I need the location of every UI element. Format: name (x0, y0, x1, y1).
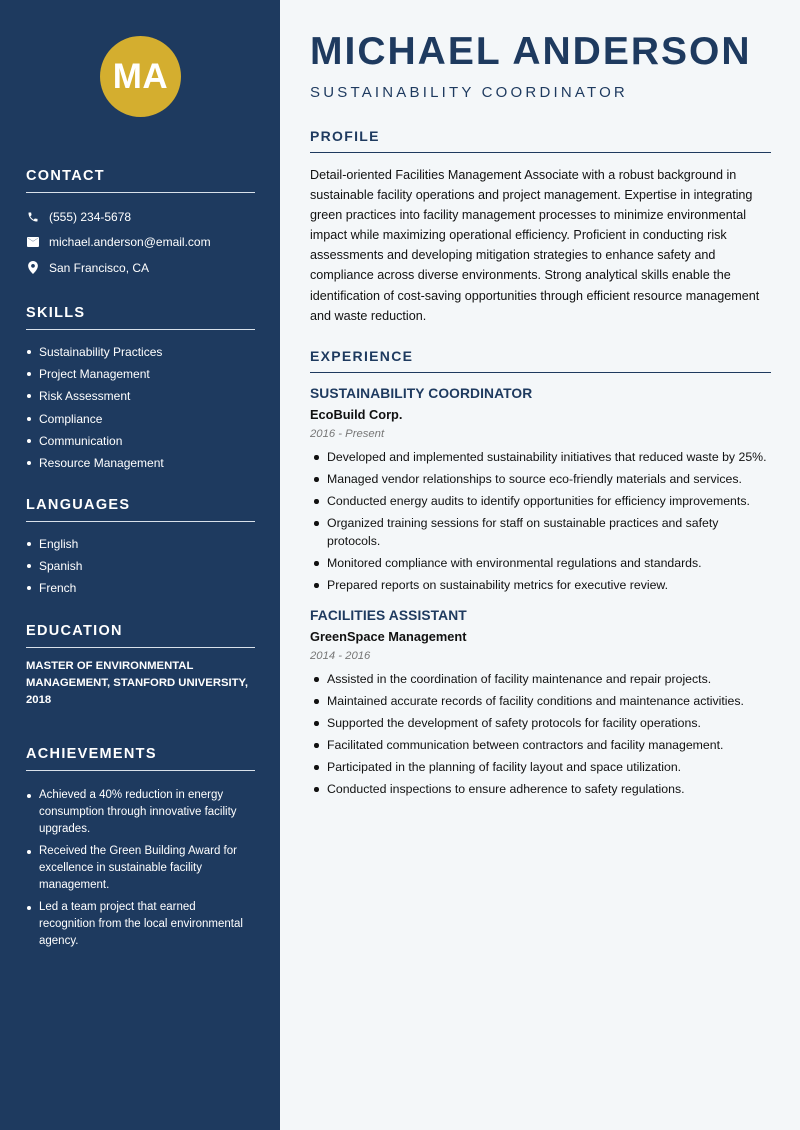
job-bullet: Developed and implemented sustainability initiatives that reduced waste by 25%. (310, 448, 771, 466)
email-text: michael.anderson@email.com (49, 235, 211, 250)
education-heading: EDUCATION (26, 623, 255, 648)
job-bullet: Supported the development of safety protocols for facility operations. (310, 714, 771, 732)
languages-heading: LANGUAGES (26, 497, 255, 522)
achievements-heading: ACHIEVEMENTS (26, 746, 255, 771)
job-dates: 2014 - 2016 (310, 650, 371, 662)
contact-list (26, 204, 255, 281)
contact-location (26, 255, 255, 281)
job-bullet: Facilitated communication between contractors and facility management. (310, 736, 771, 754)
skills-list (26, 341, 255, 474)
job-bullets (310, 448, 771, 594)
job-company: EcoBuild Corp. (310, 407, 403, 422)
job-bullet: Monitored compliance with environmental regulations and standards. (310, 554, 771, 572)
achievements-list (26, 787, 255, 950)
language-item: Spanish (26, 555, 255, 577)
phone-icon (26, 210, 39, 223)
languages-list (26, 533, 255, 600)
job-bullet: Managed vendor relationships to source eco-friendly materials and services. (310, 470, 771, 488)
candidate-role: SUSTAINABILITY COORDINATOR (310, 84, 628, 101)
job-title: FACILITIES ASSISTANT (310, 608, 467, 623)
experience-heading: EXPERIENCE (310, 348, 771, 373)
phone-text: (555) 234-5678 (49, 209, 132, 224)
profile-text: Detail-oriented Facilities Management Associate with a robust background in sustainable facility operations and project management. Expertise in integrating green practices into facility management processes to minimize environmental impact while maximizing operational efficiency. Proficient in conducting risk assessments and developing mitigation strategies to enhance safety and compliance across diverse environments. Strong analytical skills enable the identification of cost-saving opportunities through efficient resource management and waste reduction. (310, 168, 760, 323)
skill-item: Project Management (26, 363, 255, 385)
education-entry: MASTER OF ENVIRONMENTAL MANAGEMENT, STANFORD UNIVERSITY, 2018 (26, 660, 248, 706)
job-entry (310, 386, 771, 594)
skills-heading: SKILLS (26, 305, 255, 330)
avatar-initials: MA (112, 56, 169, 96)
skills-section (26, 305, 255, 474)
job-bullet: Maintained accurate records of facility conditions and maintenance activities. (310, 692, 771, 710)
contact-email (26, 230, 255, 256)
contact-heading: CONTACT (26, 168, 255, 193)
job-bullet: Participated in the planning of facility layout and space utilization. (310, 758, 771, 776)
job-bullet: Prepared reports on sustainability metrics for executive review. (310, 576, 771, 594)
contact-section (26, 168, 255, 281)
skill-item: Compliance (26, 408, 255, 430)
job-bullet: Organized training sessions for staff on sustainable practices and safety protocols. (310, 514, 771, 550)
skill-item: Risk Assessment (26, 385, 255, 407)
job-bullet: Conducted energy audits to identify opportunities for efficiency improvements. (310, 492, 771, 510)
contact-phone (26, 204, 255, 230)
achievements-section (26, 746, 255, 955)
job-bullets (310, 670, 771, 798)
candidate-name: MICHAEL ANDERSON (310, 30, 752, 73)
profile-section (310, 128, 771, 326)
sidebar (0, 0, 280, 1130)
location-pin-icon (26, 261, 39, 274)
job-dates: 2016 - Present (310, 428, 385, 440)
email-icon (26, 236, 39, 249)
profile-heading: PROFILE (310, 128, 771, 153)
achievement-item: Received the Green Building Award for excellence in sustainable facility management. (26, 843, 255, 894)
skill-item: Sustainability Practices (26, 341, 255, 363)
language-item: French (26, 577, 255, 599)
experience-section (310, 348, 771, 802)
language-item: English (26, 533, 255, 555)
skill-item: Communication (26, 430, 255, 452)
achievement-item: Led a team project that earned recognition from the local environmental agency. (26, 899, 255, 950)
job-company: GreenSpace Management (310, 629, 467, 644)
achievement-item: Achieved a 40% reduction in energy consumption through innovative facility upgrades. (26, 787, 255, 838)
languages-section (26, 497, 255, 600)
location-text: San Francisco, CA (49, 260, 150, 275)
job-bullet: Assisted in the coordination of facility maintenance and repair projects. (310, 670, 771, 688)
skill-item: Resource Management (26, 452, 255, 474)
avatar (100, 36, 181, 117)
job-entry (310, 608, 771, 798)
job-bullet: Conducted inspections to ensure adherence to safety regulations. (310, 780, 771, 798)
job-title: SUSTAINABILITY COORDINATOR (310, 386, 533, 401)
education-section (26, 623, 255, 709)
